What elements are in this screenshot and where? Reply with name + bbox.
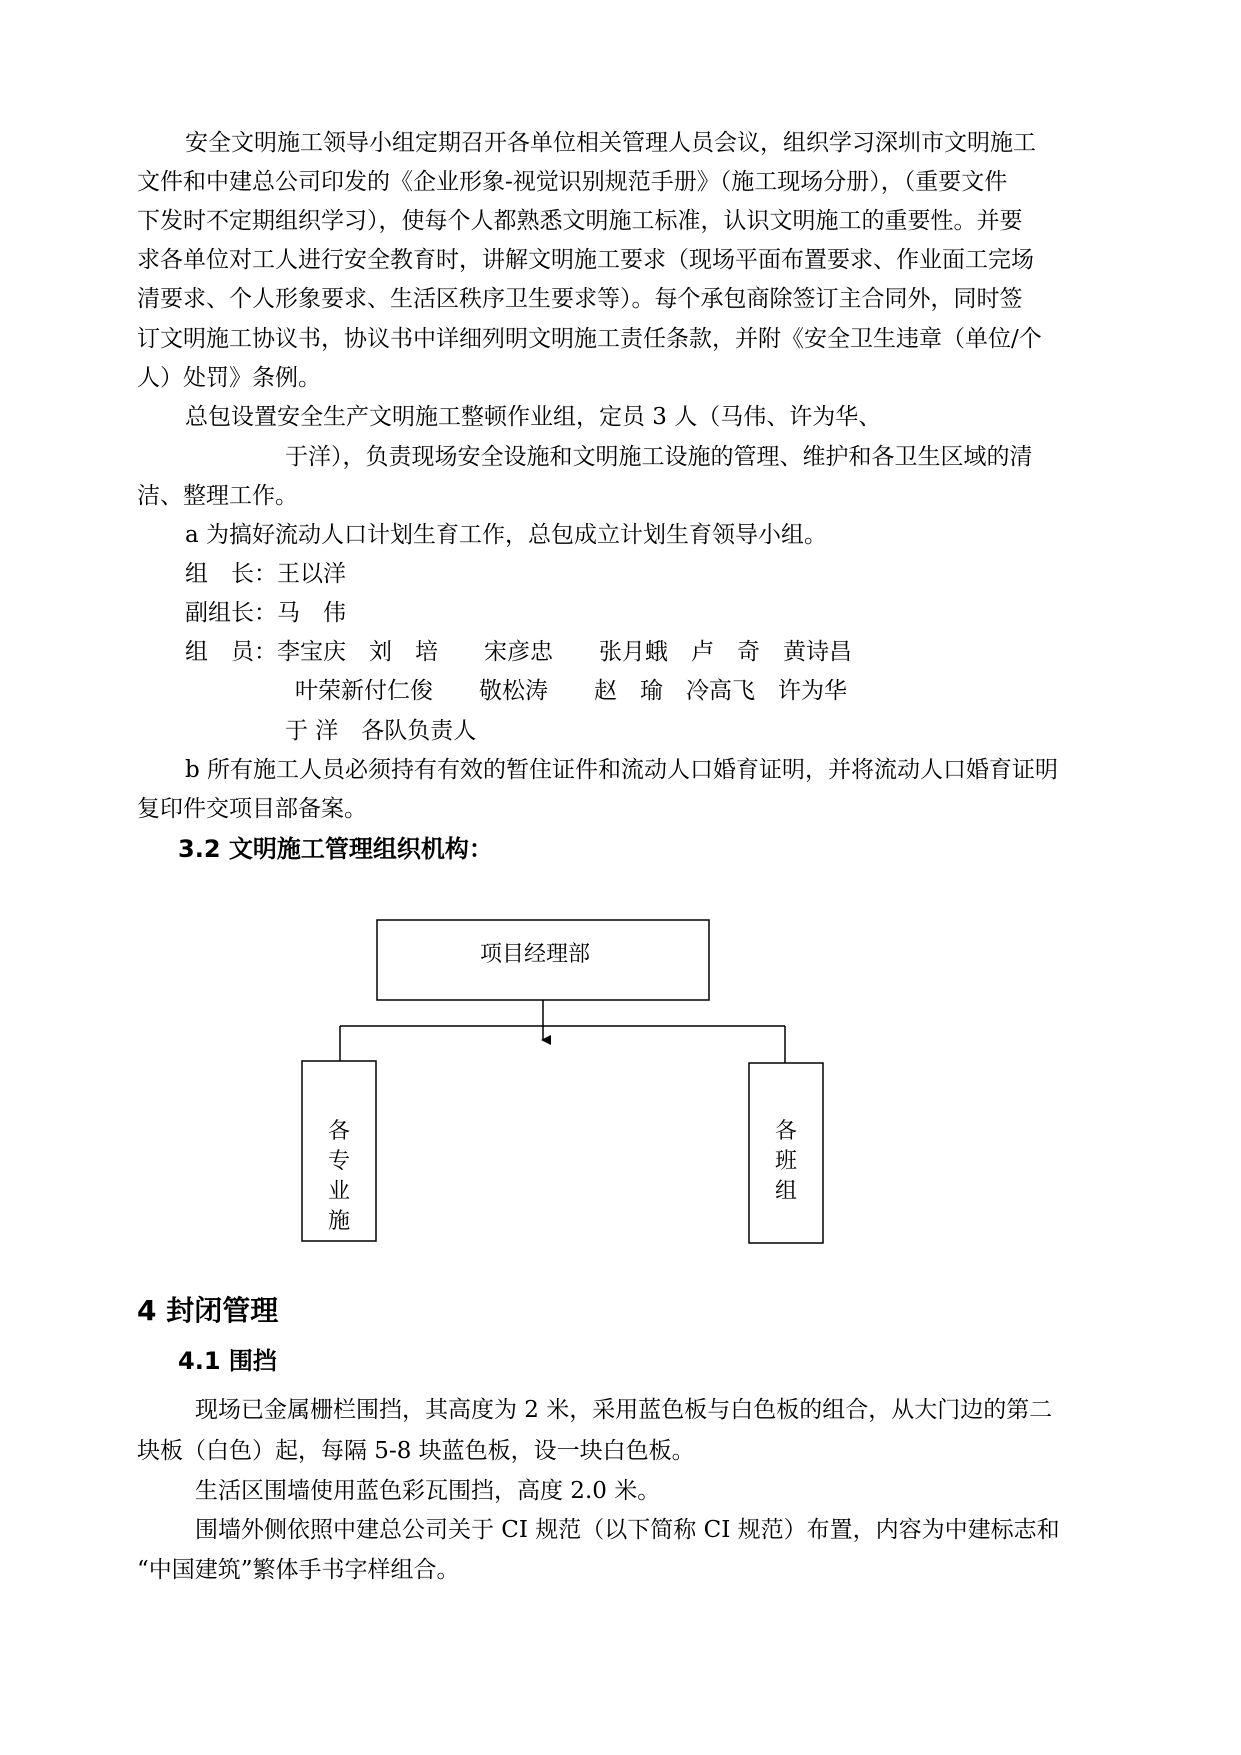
section-heading-4-1: 4.1 围挡 (178, 1347, 277, 1375)
org-box-top-label: 项目经理部 (480, 942, 591, 967)
text-line: 清要求、个人形象要求、生活区秩序卫生要求等）。每个承包商除签订主合同外，同时签 (137, 286, 1023, 312)
committee-members: 于 洋 各队负责人 (285, 718, 477, 744)
text-line: 下发时不定期组织学习），使每个人都熟悉文明施工标准，认识文明施工的重要性。并要 (137, 208, 1023, 234)
committee-members: 叶荣新付仁俊 敬松涛 赵 瑜 冷高飞 许为华 (295, 678, 847, 704)
committee-deputy: 副组长：马 伟 (185, 600, 346, 626)
text-line: 订文明施工协议书，协议书中详细列明文明施工责任条款，并附《安全卫生违章（单位/个 (137, 326, 1042, 352)
org-box-left-label: 各专业施 (327, 1119, 350, 1234)
text-line: 总包设置安全生产文明施工整顿作业组，定员 3 人（马伟、许为华、 (185, 404, 882, 430)
committee-leader: 组 长：王以洋 (185, 561, 346, 587)
text-line: 安全文明施工领导小组定期召开各单位相关管理人员会议，组织学习深圳市文明施工 (185, 130, 1036, 156)
text-line: 围墙外侧依照中建总公司关于 CI 规范（以下简称 CI 规范）布置，内容为中建标志和 (195, 1517, 1060, 1543)
text-line: 求各单位对工人进行安全教育时，讲解文明施工要求（现场平面布置要求、作业面工完场 (137, 247, 1034, 273)
text-line: 块板（白色）起，每隔 5-8 块蓝色板，设一块白色板。 (137, 1438, 695, 1464)
text-line: 于洋），负责现场安全设施和文明施工设施的管理、维护和各卫生区域的清 (285, 444, 1033, 470)
org-box-right-label: 各班组 (774, 1119, 797, 1204)
section-heading-3-2: 3.2 文明施工管理组织机构： (178, 835, 493, 863)
text-line: 生活区围墙使用蓝色彩瓦围挡，高度 2.0 米。 (195, 1478, 661, 1504)
text-line: a 为搞好流动人口计划生育工作，总包成立计划生育领导小组。 (185, 522, 828, 548)
text-line: “中国建筑”繁体手书字样组合。 (137, 1557, 460, 1583)
text-line: 复印件交项目部备案。 (137, 796, 367, 822)
text-line: 现场已金属栅栏围挡，其高度为 2 米，采用蓝色板与白色板的组合，从大门边的第二 (195, 1397, 1053, 1423)
text-line: 人）处罚》条例。 (137, 365, 321, 391)
section-heading-4: 4 封闭管理 (137, 1294, 279, 1327)
text-line: b 所有施工人员必须持有有效的暂住证件和流动人口婚育证明，并将流动人口婚育证明 (185, 757, 1059, 783)
committee-members: 组 员：李宝庆 刘 培 宋彦忠 张月蛾 卢 奇 黄诗昌 (185, 639, 852, 665)
text-line: 文件和中建总公司印发的《企业形象-视觉识别规范手册》（施工现场分册），（重要文件 (137, 169, 1008, 195)
text-line: 洁、整理工作。 (137, 483, 298, 509)
